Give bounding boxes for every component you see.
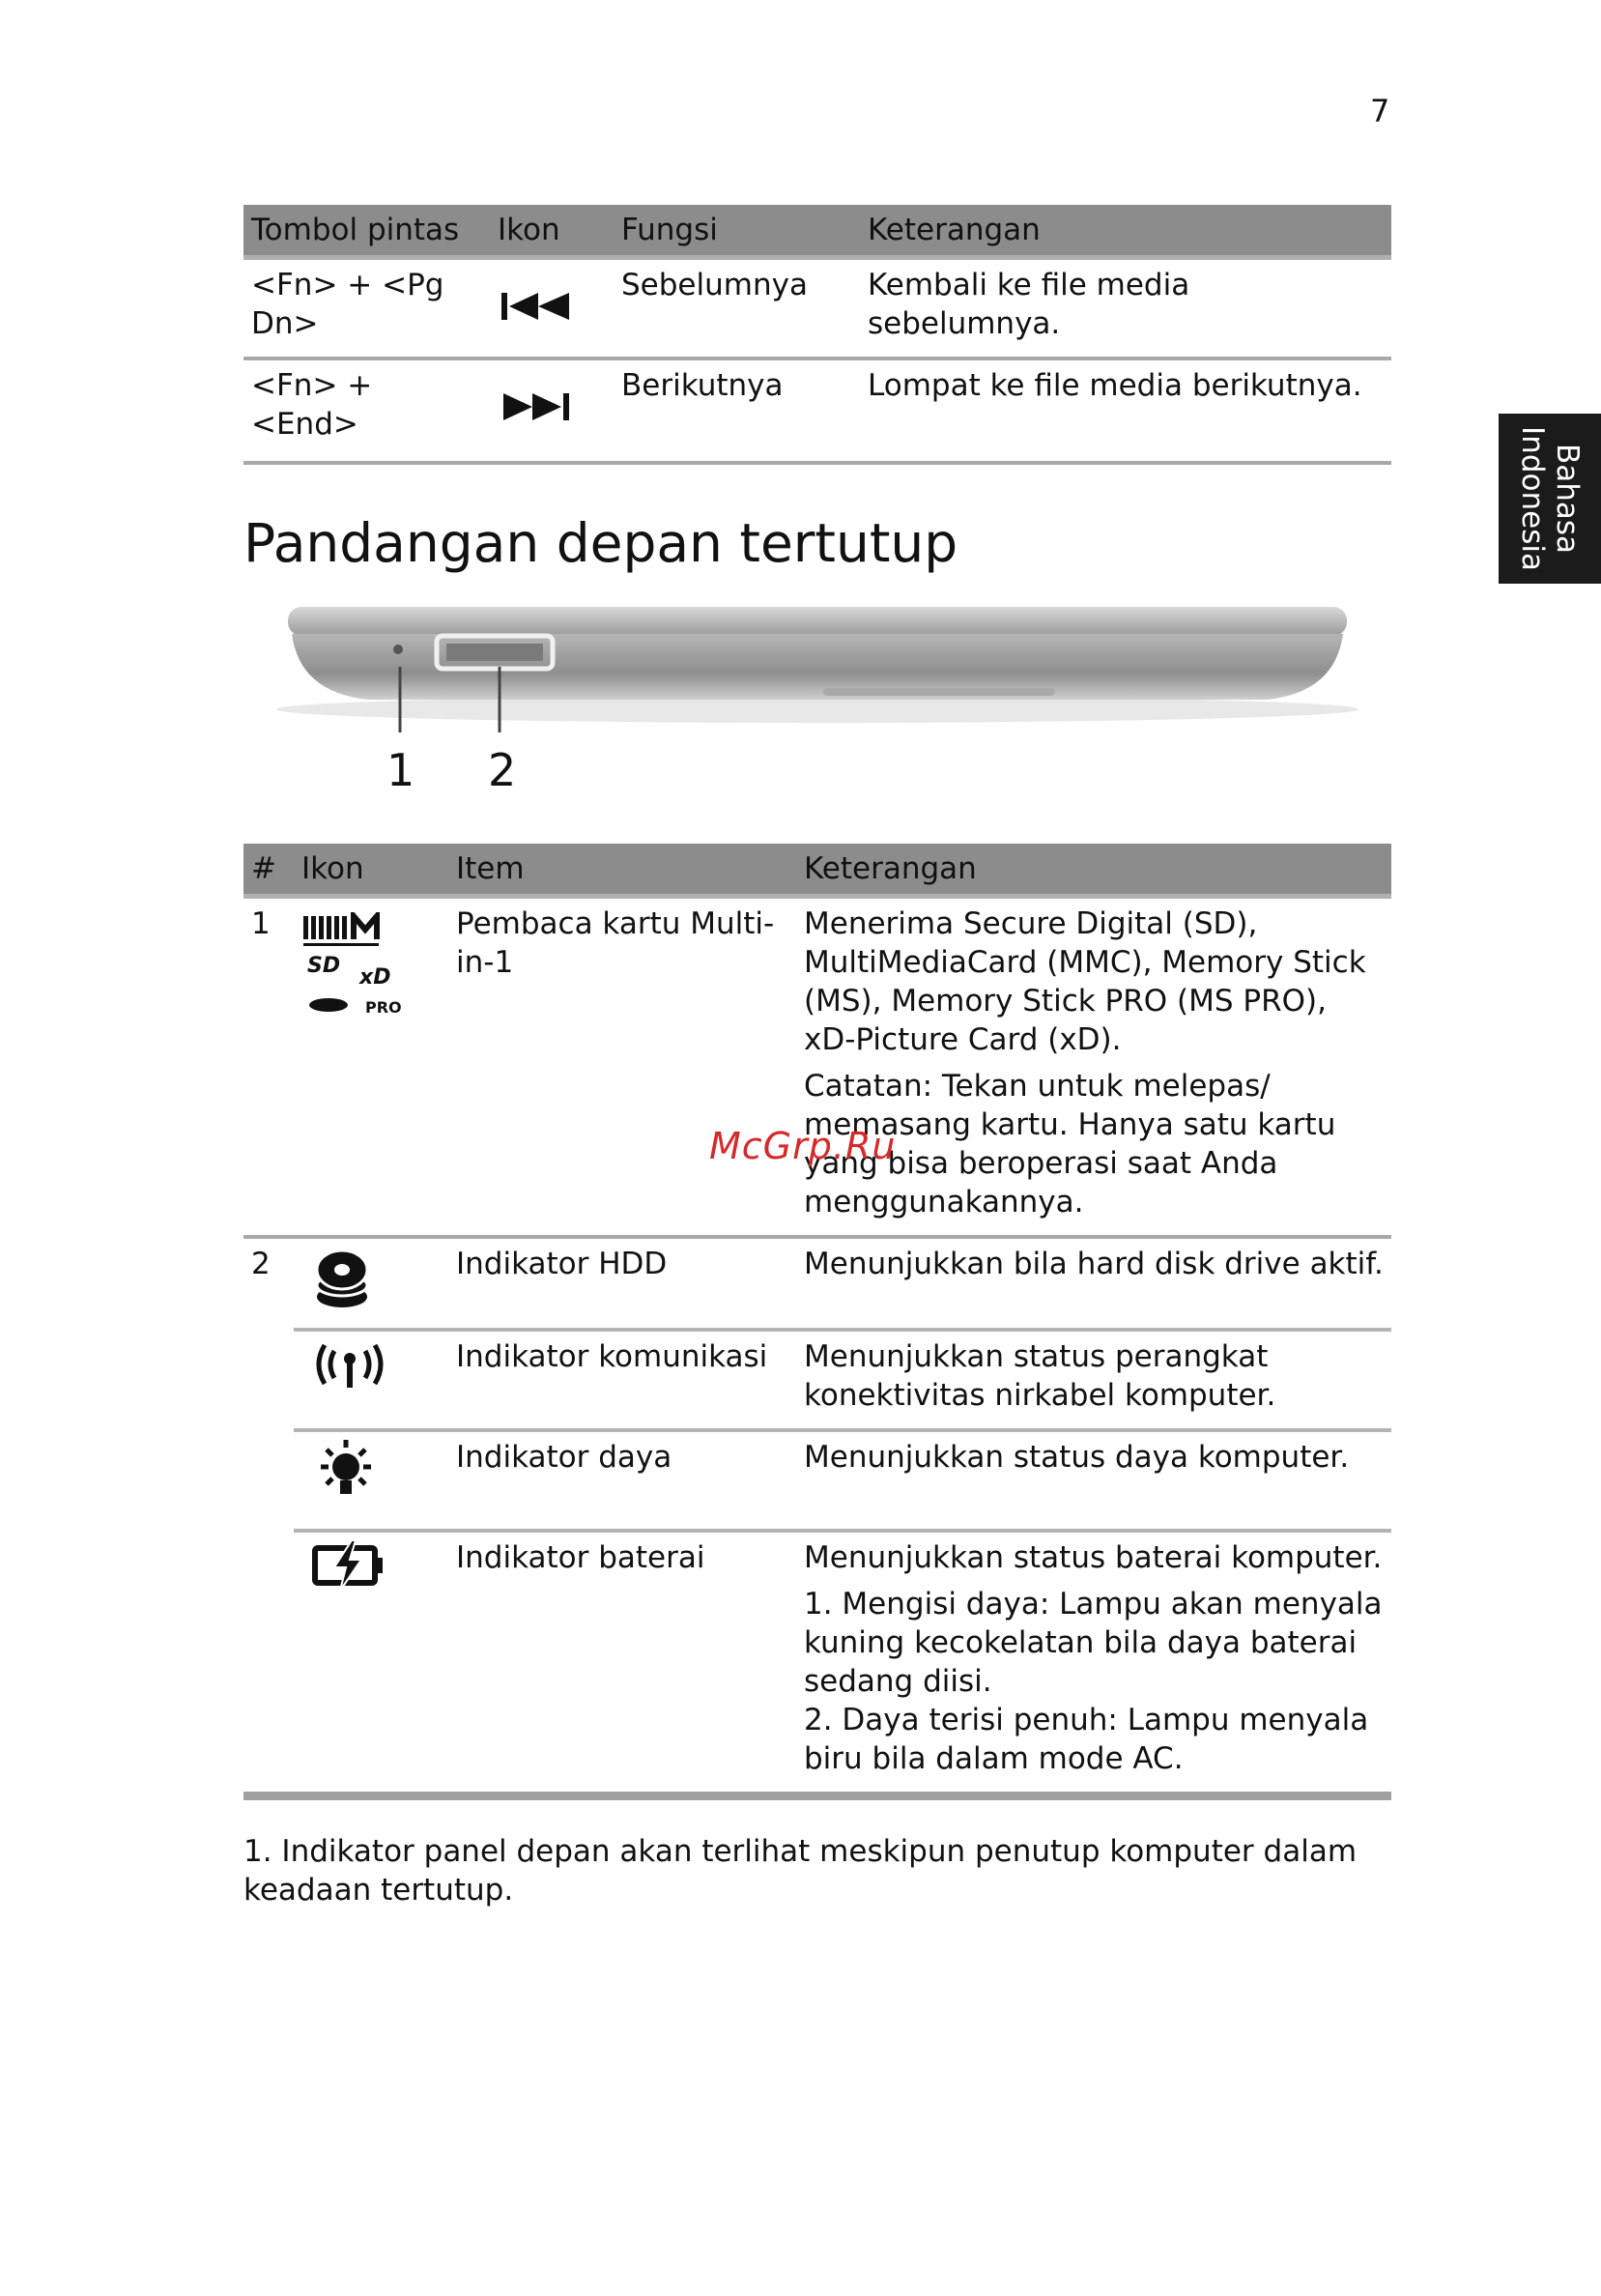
header-description: Keterangan: [860, 205, 1391, 258]
battery-icon: [311, 1538, 388, 1602]
item-description: Menunjukkan status perangkat konektivitas nirkabel komputer.: [796, 1330, 1391, 1430]
svg-text:xD: xD: [359, 965, 391, 990]
language-tab-line1: Bahasa: [1550, 443, 1586, 555]
table-row: [243, 359, 1391, 463]
row-number: 1: [243, 897, 294, 1238]
item-description: Menunjukkan bila hard disk drive aktif.: [796, 1237, 1391, 1330]
item-description: Menunjukkan status baterai komputer.: [804, 1540, 1383, 1575]
items-table: [243, 844, 1391, 1800]
callout-1: 1: [386, 744, 415, 796]
shortcut-function: Sebelumnya: [614, 258, 860, 359]
watermark: McGrp.Ru: [709, 1125, 897, 1167]
item-detail: 1. Mengisi daya: Lampu akan menyala kuning kecokelatan bila daya baterai sedang diisi.: [804, 1587, 1383, 1699]
table-row: [243, 1237, 1391, 1330]
header-item: Item: [448, 844, 796, 897]
shortcut-table: [243, 205, 1391, 465]
header-shortcut: Tombol pintas: [243, 205, 490, 258]
shortcut-description: Kembali ke file media sebelumnya.: [860, 258, 1391, 359]
item-description: Menunjukkan status daya komputer.: [796, 1430, 1391, 1531]
header-description: Keterangan: [796, 844, 1391, 897]
row-number: [243, 1531, 294, 1796]
previous-track-icon: [498, 287, 577, 335]
item-detail: 2. Daya terisi penuh: Lampu menyala biru bila dalam mode AC.: [804, 1703, 1369, 1776]
item-name: Pembaca kartu Multi-in-1: [448, 897, 796, 1238]
item-name: Indikator komunikasi: [448, 1330, 796, 1430]
power-icon: [315, 1438, 377, 1515]
item-description: Menerima Secure Digital (SD), MultiMediaCard (MMC), Memory Stick (MS), Memory Stick PRO (MS PRO), xD-Picture Card (xD).: [804, 906, 1366, 1057]
wireless-icon: [311, 1337, 388, 1401]
item-note: Catatan: Tekan untuk melepas/ memasang kartu. Hanya satu kartu yang bisa beroperasi saat Anda menggunakannya.: [804, 1069, 1336, 1220]
card-reader-icon: [301, 912, 417, 1028]
shortcut-function: Berikutnya: [614, 359, 860, 463]
item-name: Indikator HDD: [448, 1237, 796, 1330]
language-tab: [1499, 414, 1601, 584]
next-track-icon: [498, 387, 577, 436]
header-number: #: [243, 844, 294, 897]
items-table-header: [243, 844, 1391, 897]
svg-text:PRO: PRO: [365, 998, 402, 1017]
shortcut-key: <Fn> + <End>: [243, 359, 490, 463]
shortcut-description: Lompat ke file media berikutnya.: [860, 359, 1391, 463]
header-function: Fungsi: [614, 205, 860, 258]
svg-text:SD: SD: [307, 954, 341, 978]
row-number: [243, 1330, 294, 1430]
callout-lines: [243, 667, 533, 734]
table-row: [243, 1531, 1391, 1796]
header-icon: Ikon: [490, 205, 614, 258]
table-row: [243, 1330, 1391, 1430]
row-number: [243, 1430, 294, 1531]
table-row: [243, 1430, 1391, 1531]
page-number: 7: [1370, 93, 1390, 129]
shortcut-key: <Fn> + <Pg Dn>: [243, 258, 490, 359]
item-name: Indikator daya: [448, 1430, 796, 1531]
row-number: 2: [251, 1247, 271, 1281]
section-title: Pandangan depan tertutup: [243, 512, 958, 574]
header-icon: Ikon: [294, 844, 448, 897]
item-name: Indikator baterai: [448, 1531, 796, 1796]
hdd-icon: [311, 1245, 373, 1322]
table-row: [243, 258, 1391, 359]
footnote: 1. Indikator panel depan akan terlihat meskipun penutup komputer dalam keadaan tertutup.: [243, 1834, 1358, 1908]
language-tab-line2: Indonesia: [1515, 426, 1551, 571]
shortcut-table-header: [243, 205, 1391, 258]
table-row: [243, 897, 1391, 1238]
callout-2: 2: [488, 744, 517, 796]
